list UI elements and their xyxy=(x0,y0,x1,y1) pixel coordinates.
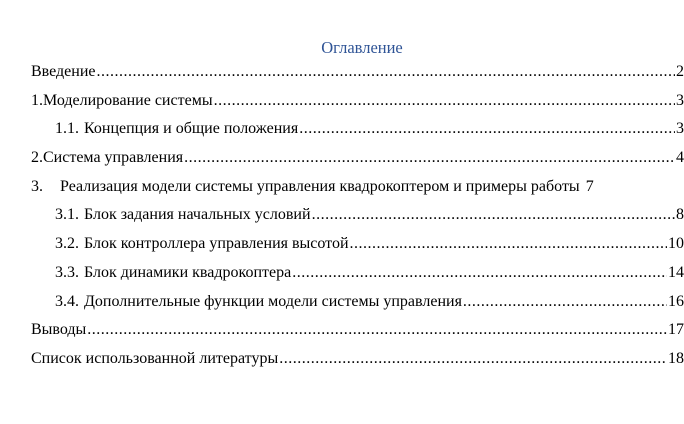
dot-leader xyxy=(299,119,675,139)
toc-entry-page: 14 xyxy=(668,263,684,281)
dot-leader xyxy=(350,234,667,254)
toc-entry-control-system[interactable] xyxy=(31,148,684,177)
toc-entry-conclusions[interactable] xyxy=(31,320,684,349)
toc-entry-number: 3.3. xyxy=(55,263,79,281)
dot-leader xyxy=(184,148,675,168)
toc-entry-label: Введение xyxy=(31,63,96,80)
toc-title: Оглавление xyxy=(321,38,403,57)
toc-entry-label: Блок задания начальных условий xyxy=(84,206,311,224)
toc-entry-quadcopter-dynamics[interactable] xyxy=(31,263,684,292)
toc-entry-initial-conditions[interactable] xyxy=(31,205,684,234)
toc-entry-page: 3 xyxy=(676,120,684,138)
toc-entry-modeling[interactable] xyxy=(31,91,684,120)
toc-entry-number: 3. xyxy=(31,177,43,195)
dot-leader xyxy=(292,263,667,283)
toc-entry-label: Реализация модели системы управления квадрокоптером и примеры работы xyxy=(60,177,580,195)
toc-entry-page: 4 xyxy=(676,149,684,167)
toc-entry-number: 3.2. xyxy=(55,235,79,253)
toc-entry-page: 10 xyxy=(668,235,684,253)
toc-entry-label: Список использованной литературы xyxy=(31,349,279,367)
toc-entry-number: 3.1. xyxy=(55,206,79,224)
toc-entry-number: 1. xyxy=(31,91,43,109)
toc-entry-additional-functions[interactable] xyxy=(31,292,684,321)
dot-leader xyxy=(463,292,667,312)
toc-entry-page: 3 xyxy=(676,91,684,109)
toc-entry-number: 3.4. xyxy=(55,292,79,310)
toc-entry-altitude-controller[interactable] xyxy=(31,234,684,263)
toc-entry-number: 1.1. xyxy=(55,120,79,138)
toc-entry-number: 2. xyxy=(31,149,43,167)
dot-leader xyxy=(312,205,675,225)
toc-entry-references[interactable] xyxy=(31,349,684,378)
toc-entry-label: Блок динамики квадрокоптера xyxy=(84,263,292,281)
dot-leader xyxy=(279,349,667,369)
toc-entry-implementation[interactable] xyxy=(31,177,684,206)
toc-entry-page: 17 xyxy=(668,321,684,339)
toc-entry-page: 7 xyxy=(585,177,594,195)
dot-leader xyxy=(87,320,667,340)
dot-leader xyxy=(97,62,676,82)
toc-entry-label: Выводы xyxy=(31,321,87,339)
dot-leader xyxy=(214,91,675,111)
table-of-contents xyxy=(31,62,684,378)
toc-entry-label: Концепция и общие положения xyxy=(84,120,299,138)
toc-entry-page: 2 xyxy=(676,63,684,80)
toc-entry-page: 8 xyxy=(676,206,684,224)
toc-entry-label: Моделирование системы xyxy=(43,91,213,109)
toc-entry-page: 16 xyxy=(668,292,684,310)
toc-entry-concept[interactable] xyxy=(31,119,684,148)
toc-entry-page: 18 xyxy=(668,349,684,367)
toc-entry-label: Блок контроллера управления высотой xyxy=(84,235,349,253)
toc-entry-introduction[interactable] xyxy=(31,62,684,91)
toc-entry-label: Система управления xyxy=(43,149,184,167)
toc-entry-label: Дополнительные функции модели системы управления xyxy=(84,292,462,310)
